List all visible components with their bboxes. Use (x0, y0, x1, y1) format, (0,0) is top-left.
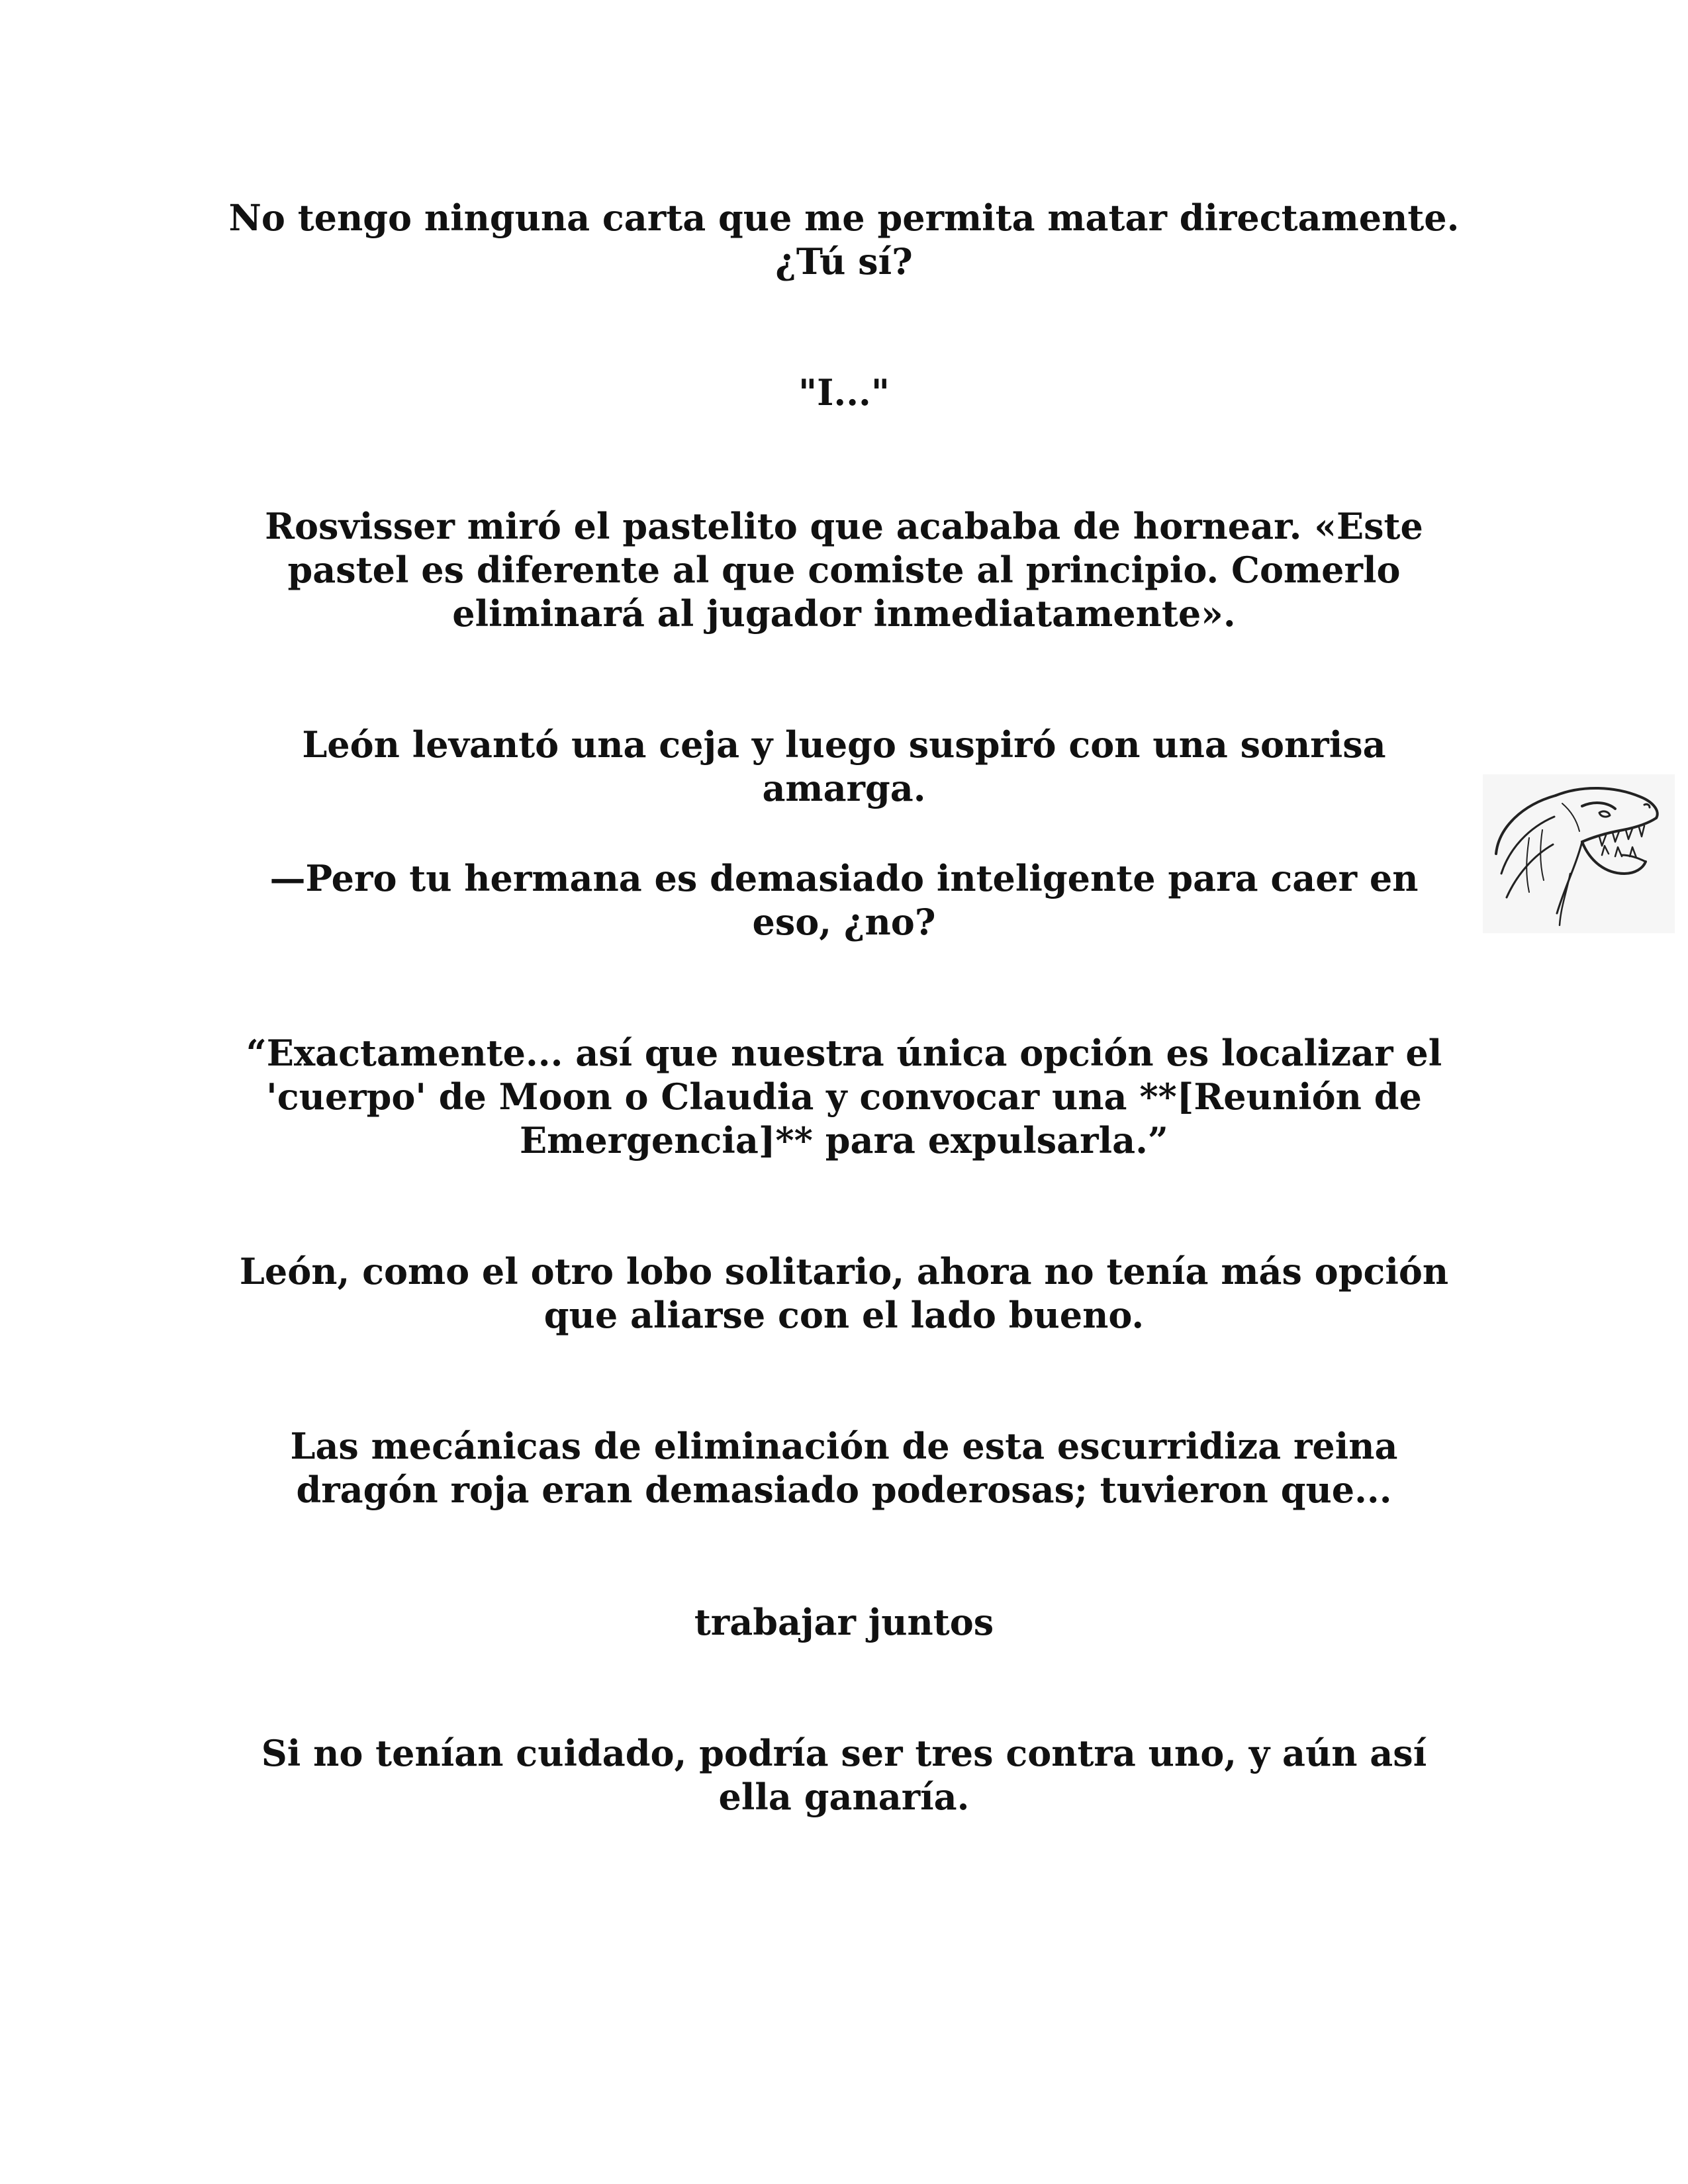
paragraph-8: Las mecánicas de eliminación de esta escurridiza reina dragón roja eran demasiado poderosas; tuvieron que... (290, 1425, 1398, 1511)
paragraph-6: “Exactamente... así que nuestra única opción es localizar el 'cuerpo' de Moon o Claudia y convocar una **[Reunión de Emergencia]** para expulsarla.” (246, 1032, 1442, 1161)
paragraph-10: Si no tenían cuidado, podría ser tres contra uno, y aún así ella ganaría. (261, 1732, 1427, 1818)
dinosaur-sketch-icon (1483, 774, 1675, 933)
paragraph-7: León, como el otro lobo solitario, ahora no tenía más opción que aliarse con el lado bueno. (239, 1250, 1449, 1336)
paragraph-1: No tengo ninguna carta que me permita matar directamente. ¿Tú sí? (228, 197, 1460, 283)
paragraph-2: "I..." (798, 371, 890, 414)
paragraph-9: trabajar juntos (694, 1601, 994, 1643)
paragraph-5: —Pero tu hermana es demasiado inteligente para caer en eso, ¿no? (269, 857, 1419, 943)
paragraph-4: León levantó una ceja y luego suspiró con una sonrisa amarga. (302, 723, 1386, 809)
paragraph-3: Rosvisser miró el pastelito que acababa de hornear. «Este pastel es diferente al que comiste al principio. Comerlo eliminará al jugador inmediatamente». (265, 505, 1423, 635)
